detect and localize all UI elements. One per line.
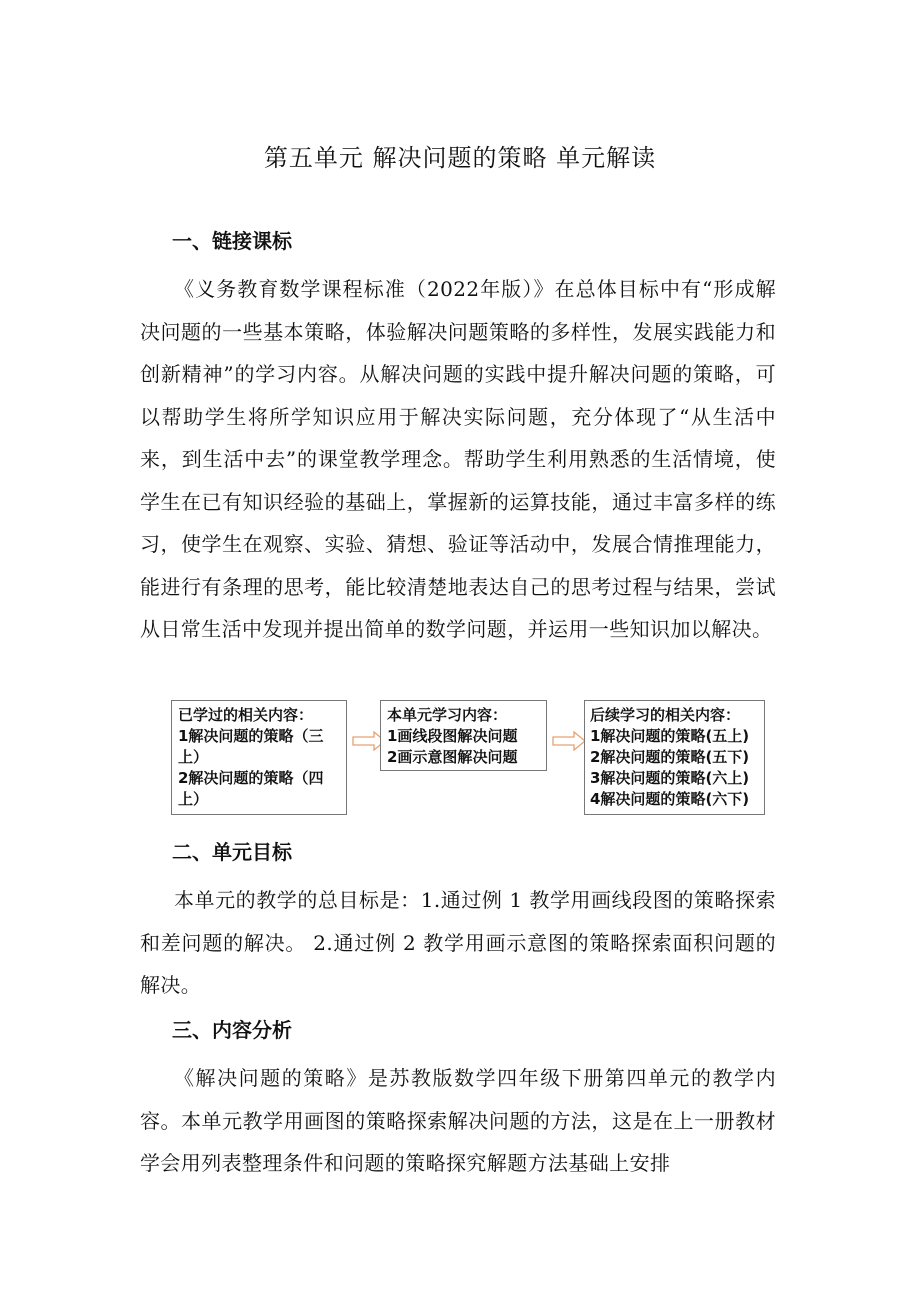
- flow-box-line: 1画线段图解决问题: [387, 727, 518, 745]
- flow-box-line: 3解决问题的策略(六上): [590, 769, 750, 787]
- flow-box-title: 已学过的相关内容：: [178, 706, 314, 724]
- flow-box-line: 1解决问题的策略（三: [178, 727, 324, 745]
- section-heading-2: 二、单元目标: [172, 840, 292, 864]
- section-paragraph-3: 《解决问题的策略》是苏教版数学四年级下册第四单元的教学内容。本单元教学用画图的策略探索解决问题的方法，这是在上一册教材学会用列表整理条件和问题的策略探究解题方法基础上安排: [140, 1066, 776, 1175]
- flow-box-future-learning: [584, 700, 765, 815]
- section-paragraph-1: 《义务教育数学课程标准（2022年版）》在总体目标中有“形成解决问题的一些基本策略，体验解决问题策略的多样性，发展实践能力和创新精神”的学习内容。从解决问题的实践中提升解决问题的策略，可以帮助学生将所学知识应用于解决实际问题，充分体现了“从生活中来，到生活中去”的课堂教学理念。帮助学生利用熟悉的生活情境，使学生在已有知识经验的基础上，掌握新的运算技能，通过丰富多样的练习，使学生在观察、实验、猜想、验证等活动中，发展合情推理能力，能进行有条理的思考，能比较清楚地表达自己的思考过程与结果，尝试从日常生活中发现并提出简单的数学问题，并运用一些知识加以解决。: [140, 277, 776, 641]
- flow-box-prior-learning: [171, 700, 347, 815]
- flow-box-line: 2解决问题的策略(五下): [590, 748, 750, 766]
- flow-box-line: 2画示意图解决问题: [387, 748, 518, 766]
- flow-box-line: 2解决问题的策略（四: [178, 769, 324, 787]
- section-heading-1: 一、链接课标: [172, 229, 292, 253]
- flow-box-line: 1解决问题的策略(五上): [590, 727, 750, 745]
- page-title: 第五单元 解决问题的策略 单元解读: [263, 144, 657, 172]
- flow-box-title: 本单元学习内容：: [387, 706, 508, 724]
- flow-box-title: 后续学习的相关内容：: [590, 706, 741, 724]
- section-paragraph-2: 本单元的教学的总目标是：1.通过例 1 教学用画线段图的策略探索和差问题的解决。 2.通过例 2 教学用画示意图的策略探索面积问题的解决。: [140, 888, 776, 997]
- section-heading-3: 三、内容分析: [172, 1018, 292, 1042]
- flow-box-line: 上）: [178, 748, 209, 766]
- flow-box-line: 上）: [178, 790, 209, 808]
- flow-box-line: 4解决问题的策略(六下): [590, 790, 750, 808]
- right-arrow-icon: [552, 731, 586, 751]
- flow-box-current-unit: [380, 700, 547, 771]
